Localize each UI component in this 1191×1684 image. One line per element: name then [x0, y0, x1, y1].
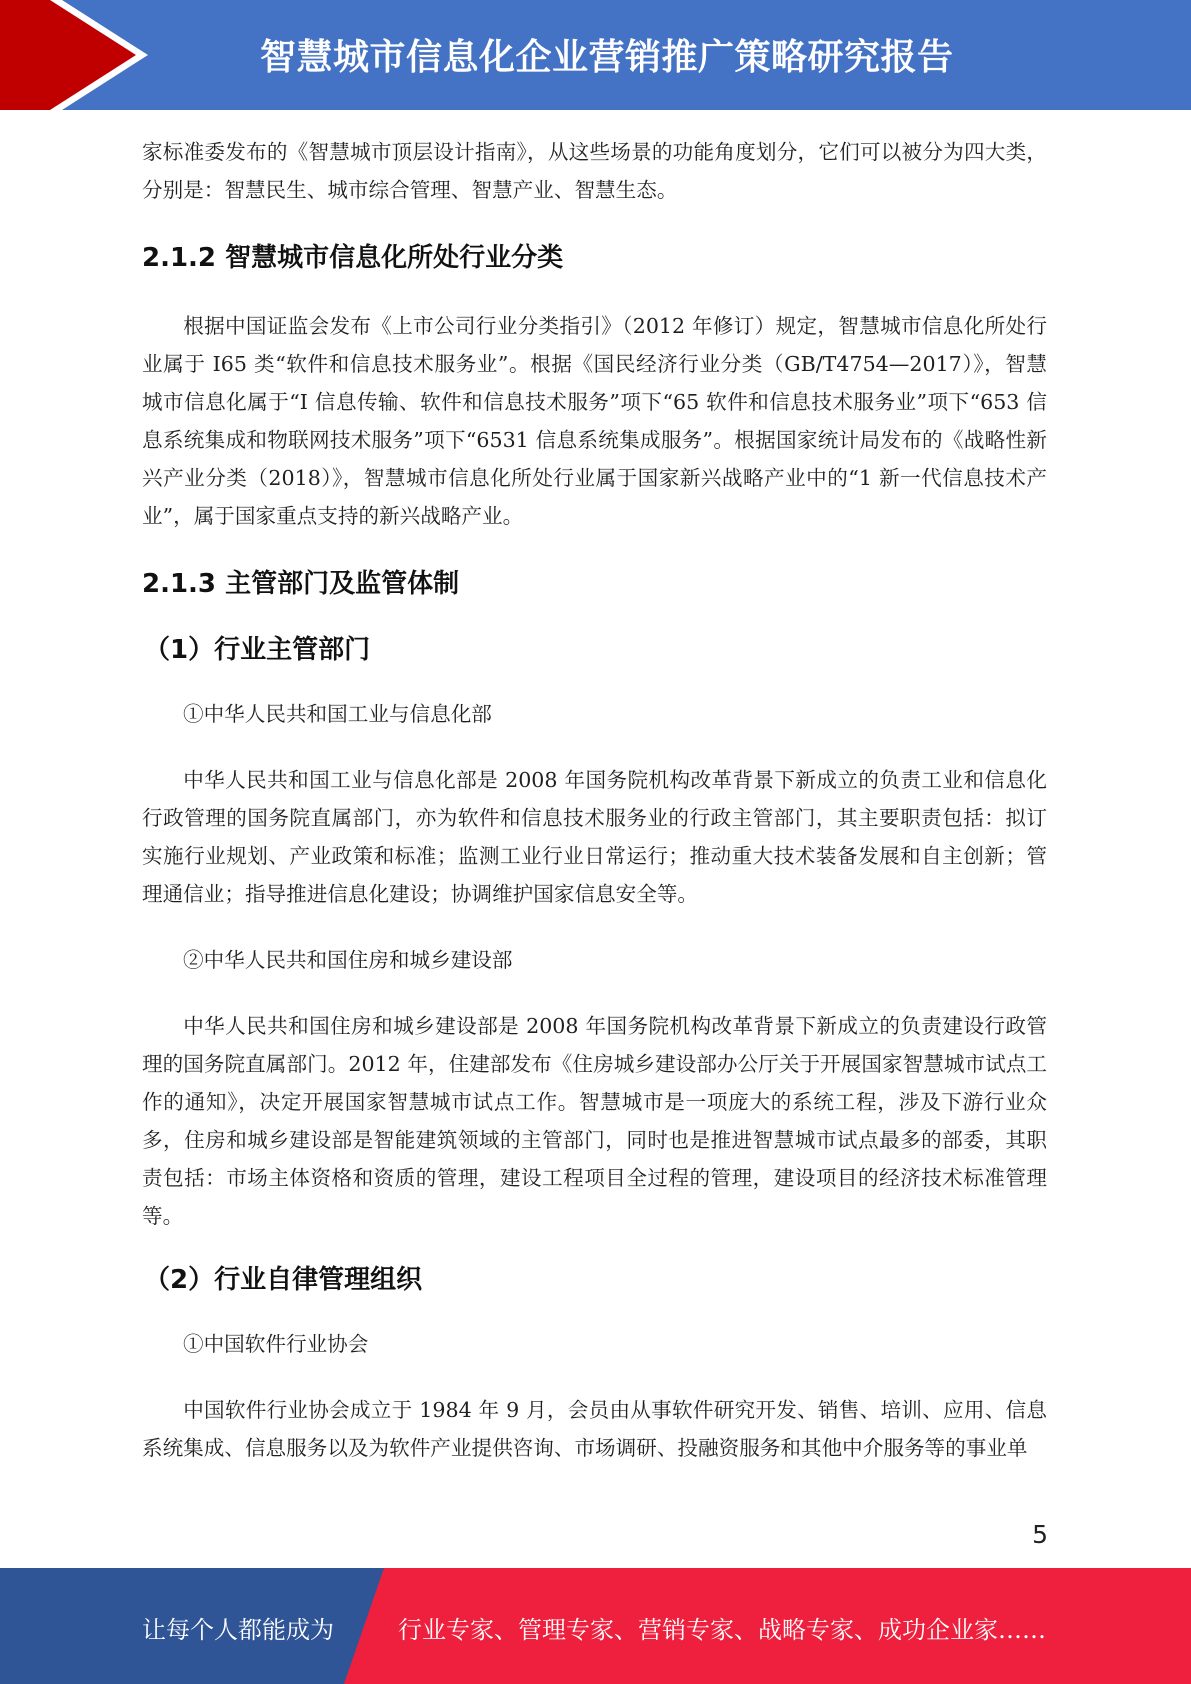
section-heading-2-1-3: 2.1.3 主管部门及监管体制	[142, 569, 460, 599]
chevron-arrow-icon	[0, 0, 160, 110]
section-2-1-2-paragraph: 根据中国证监会发布《上市公司行业分类指引》（2012 年修订）规定，智慧城市信息化所处行业属于 I65 类“软件和信息技术服务业”。根据《国民经济行业分类（GB/T4754—2017）》，智慧城市信息化属于“I 信息传输、软件和信息技术服务”项下“65 软件和信息技术服务业”项下“653 信息系统集成和物联网技术服务”项下“6531 信息系统集成服务”。根据国家统计局发布的《战略性新兴产业分类（2018）》，智慧城市信息化所处行业属于国家新兴战略产业中的“1 新一代信息技术产业”，属于国家重点支持的新兴战略产业。	[142, 314, 1047, 528]
item-body-miit: 中华人民共和国工业与信息化部是 2008 年国务院机构改革背景下新成立的负责工业和信息化行政管理的国务院直属部门，亦为软件和信息技术服务业的行政主管部门，其主要职责包括：拟订实施行业规划、产业政策和标准；监测工业行业日常运行；推动重大技术装备发展和自主创新；管理通信业；指导推进信息化建设；协调维护国家信息安全等。	[142, 768, 1047, 906]
section-heading-2-1-2: 2.1.2 智慧城市信息化所处行业分类	[142, 243, 564, 273]
document-title: 智慧城市信息化企业营销推广策略研究报告	[260, 37, 954, 78]
footer-slogan-right: 行业专家、管理专家、营销专家、战略专家、成功企业家……	[398, 1616, 1046, 1644]
header-banner	[0, 0, 1191, 110]
intro-paragraph: 家标准委发布的《智慧城市顶层设计指南》，从这些场景的功能角度划分，它们可以被分为四大类，分别是：智慧民生、城市综合管理、智慧产业、智慧生态。	[142, 140, 1047, 202]
subsection-heading-2: （2）行业自律管理组织	[144, 1265, 423, 1295]
item-body-mohurd: 中华人民共和国住房和城乡建设部是 2008 年国务院机构改革背景下新成立的负责建设行政管理的国务院直属部门。2012 年，住建部发布《住房城乡建设部办公厅关于开展国家智慧城市试点工作的通知》，决定开展国家智慧城市试点工作。智慧城市是一项庞大的系统工程，涉及下游行业众多，住房和城乡建设部是智能建筑领域的主管部门，同时也是推进智慧城市试点最多的部委，其职责包括：市场主体资格和资质的管理，建设工程项目全过程的管理，建设项目的经济技术标准管理等。	[142, 1014, 1047, 1228]
item-body-csia: 中国软件行业协会成立于 1984 年 9 月，会员由从事软件研究开发、销售、培训、应用、信息系统集成、信息服务以及为软件产业提供咨询、市场调研、投融资服务和其他中介服务等的事业单	[142, 1398, 1047, 1460]
subsection-heading-1: （1）行业主管部门	[144, 635, 371, 665]
item-title-csia: ①中国软件行业协会	[183, 1332, 369, 1356]
page-content	[142, 133, 1047, 1481]
footer-slogan-left: 让每个人都能成为	[142, 1616, 334, 1644]
footer-banner	[0, 1568, 1191, 1684]
item-title-mohurd: ②中华人民共和国住房和城乡建设部	[183, 948, 513, 972]
item-title-miit: ①中华人民共和国工业与信息化部	[183, 702, 492, 726]
page-number: 5	[1032, 1520, 1048, 1549]
